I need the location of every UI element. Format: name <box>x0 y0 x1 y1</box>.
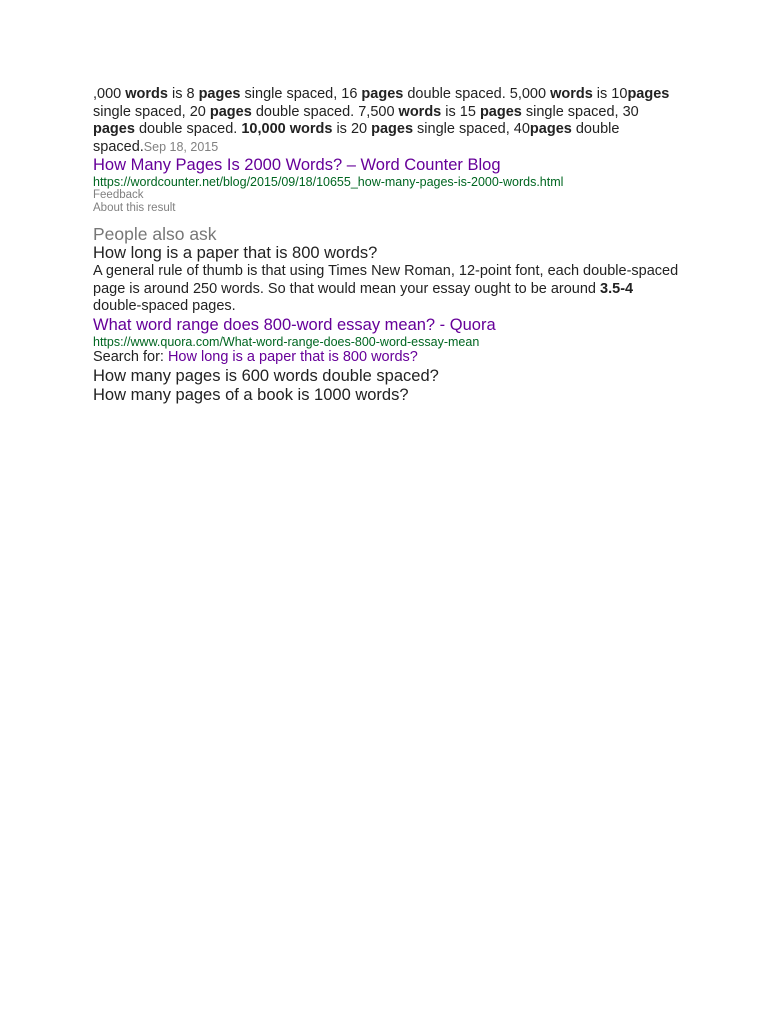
bold-term: pages <box>93 121 135 137</box>
text-run: double spaced. 5,000 <box>403 86 551 102</box>
result-snippet <box>93 86 683 156</box>
bold-term: words <box>125 86 168 102</box>
bold-term: 10,000 words <box>241 121 333 137</box>
paa-answer <box>93 263 683 316</box>
paa-question[interactable]: How many pages is 600 words double spaced? <box>93 367 439 385</box>
bold-term: pages <box>627 86 670 102</box>
about-this-result-link[interactable]: About this result <box>93 201 176 214</box>
bold-term: pages <box>479 103 522 120</box>
text-run: double spaced. <box>93 121 620 155</box>
text-run: is 10 <box>592 86 628 102</box>
paa-source-url: https://www.quora.com/What-word-range-does-800-word-essay-mean <box>93 334 480 349</box>
paa-source-title-link[interactable]: What word range does 800-word essay mean? - Quora <box>93 315 496 334</box>
paa-question[interactable]: How many pages of a book is 1000 words? <box>93 386 409 404</box>
paa-expanded-item <box>93 244 683 365</box>
bold-term: words <box>550 86 593 102</box>
text-run: is 15 <box>441 103 480 120</box>
bold-term: 3.5-4 <box>600 280 634 297</box>
text-run: double spaced. 7,500 <box>251 103 399 120</box>
people-also-ask-heading: People also ask <box>93 224 217 244</box>
search-result <box>93 86 683 214</box>
text-run: is 8 <box>167 86 199 102</box>
search-results <box>93 86 683 405</box>
bold-term: pages <box>529 121 572 137</box>
text-run: single spaced, 40 <box>413 121 530 137</box>
bold-term: pages <box>361 86 404 102</box>
result-title-link[interactable]: How Many Pages Is 2000 Words? – Word Counter Blog <box>93 156 501 174</box>
search-for-label: Search for: <box>93 348 164 365</box>
bold-term: pages <box>198 86 241 102</box>
text-run: is 20 <box>332 121 372 137</box>
text-run: ,000 <box>93 86 126 102</box>
paa-question-expanded[interactable]: How long is a paper that is 800 words? <box>93 244 378 262</box>
text-run: double-spaced pages. <box>93 298 236 314</box>
people-also-ask-section <box>93 224 683 405</box>
bold-term: pages <box>371 121 414 137</box>
text-run: single spaced, 16 <box>240 86 362 102</box>
feedback-link[interactable]: Feedback <box>93 189 144 201</box>
text-run: double spaced. <box>134 121 242 137</box>
text-run: single spaced, 30 <box>521 103 639 120</box>
bold-term: pages <box>209 103 252 120</box>
search-for-query-link[interactable]: How long is a paper that is 800 words? <box>167 348 418 365</box>
text-run: A general rule of thumb is that using Times New Roman, 12-point font, each double-spaced page is around 250 words. So that would mean your essay ought to be around <box>93 263 679 297</box>
result-url: https://wordcounter.net/blog/2015/09/18/10655_how-many-pages-is-2000-words.html <box>93 175 564 189</box>
paa-answer-text <box>93 263 678 314</box>
bold-term: words <box>398 103 442 120</box>
result-date: Sep 18, 2015 <box>143 139 219 154</box>
paa-search-for <box>93 349 683 366</box>
text-run: single spaced, 20 <box>93 103 210 120</box>
